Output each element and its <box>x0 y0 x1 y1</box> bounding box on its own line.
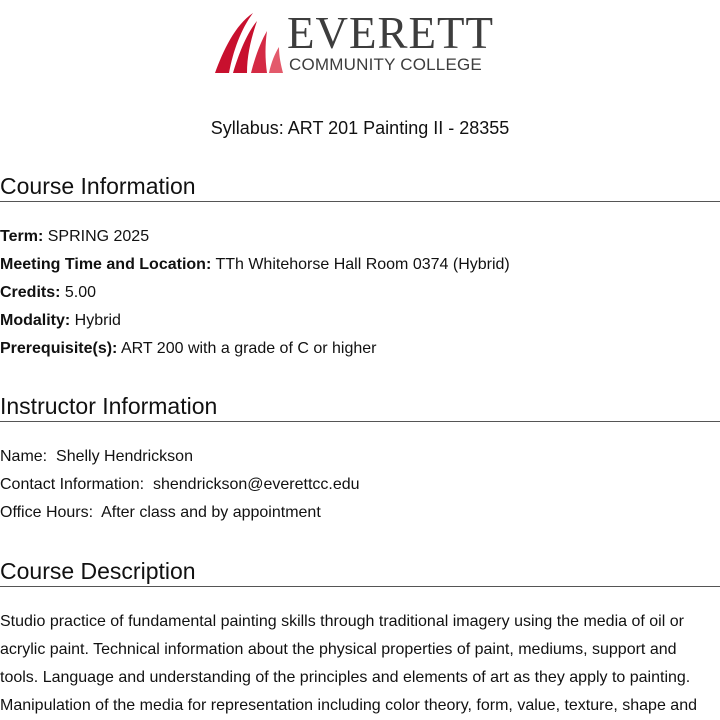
office-hours-row <box>0 499 720 527</box>
modality-row <box>0 307 720 335</box>
instructor-information-list <box>0 443 720 527</box>
instructor-information-heading: Instructor Information <box>0 393 720 422</box>
course-information-heading: Course Information <box>0 173 720 202</box>
course-description-text: Studio practice of fundamental painting skills through traditional imagery using the media of oil or acrylic paint. Technical information about the physical properties of paint, mediums, support and tools. Language and understanding of the principles and elements of art as they apply to painting. Manipulation of the media for representation including color theory, form, value, texture, shape and <box>0 613 697 714</box>
credits-row <box>0 279 720 307</box>
meeting-row <box>0 251 720 279</box>
logo-mark-icon <box>213 11 283 75</box>
contact-email-link[interactable]: shendrickson@everettcc.edu <box>152 476 360 493</box>
modality-label: Modality: <box>0 312 71 329</box>
credits-value: 5.00 <box>64 284 97 301</box>
meeting-label: Meeting Time and Location: <box>0 256 212 273</box>
prerequisite-row <box>0 335 720 363</box>
college-logo <box>213 8 508 75</box>
contact-label: Contact Information: <box>0 476 145 493</box>
page-title: Syllabus: ART 201 Painting II - 28355 <box>210 118 510 138</box>
office-hours-label: Office Hours: <box>0 504 94 521</box>
course-information-list <box>0 223 720 363</box>
logo-name: EVERETT <box>287 8 494 58</box>
instructor-name-row <box>0 443 720 471</box>
instructor-name-label: Name: <box>0 448 48 465</box>
prerequisite-value: ART 200 with a grade of C or higher <box>120 340 377 357</box>
office-hours-value: After class and by appointment <box>101 504 321 521</box>
term-label: Term: <box>0 228 44 245</box>
contact-row <box>0 471 720 499</box>
prerequisite-label: Prerequisite(s): <box>0 340 118 357</box>
term-value: SPRING 2025 <box>47 228 150 245</box>
meeting-value: TTh Whitehorse Hall Room 0374 (Hybrid) <box>215 256 510 273</box>
credits-label: Credits: <box>0 284 61 301</box>
term-row <box>0 223 720 251</box>
instructor-name-value: Shelly Hendrickson <box>56 448 193 465</box>
logo-subtitle: COMMUNITY COLLEGE <box>289 55 482 74</box>
course-description-heading: Course Description <box>0 558 720 587</box>
modality-value: Hybrid <box>74 312 121 329</box>
